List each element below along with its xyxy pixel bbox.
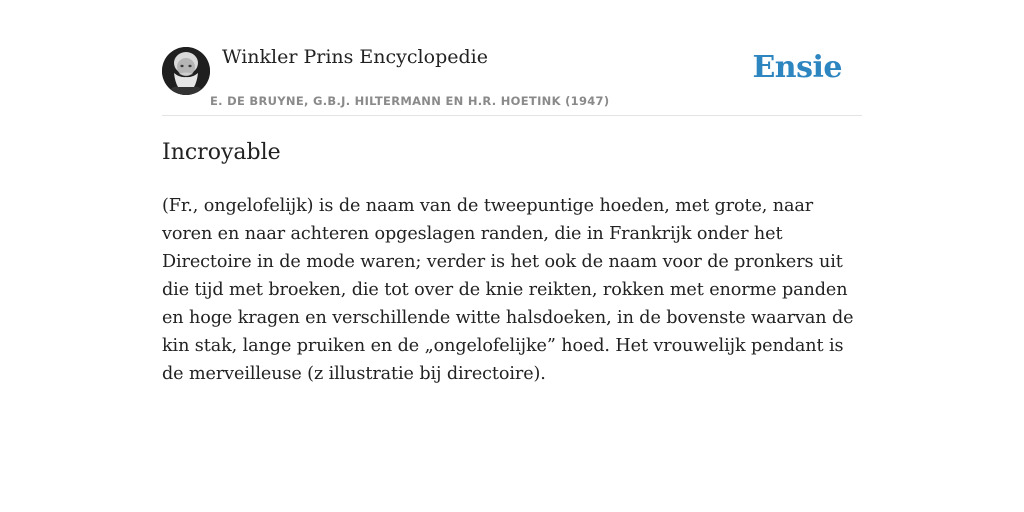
source-authors: E. DE BRUYNE, G.B.J. HILTERMANN EN H.R. HOETINK (1947) <box>210 94 610 108</box>
bearded-man-portrait-icon <box>162 47 210 95</box>
page-container <box>162 0 862 384</box>
source-header <box>162 0 862 116</box>
site-logo[interactable]: Ensie <box>752 50 842 85</box>
entry-title: Incroyable <box>162 140 281 165</box>
source-title[interactable]: Winkler Prins Encyclopedie <box>222 46 488 68</box>
source-avatar[interactable] <box>162 47 210 95</box>
entry-body: (Fr., ongelofelijk) is de naam van de tweepuntige hoeden, met grote, naar voren en naar achteren opgeslagen randen, die in Frankrijk onder het Directoire in de mode waren; verder is het ook de naam voor de pronkers uit die tijd met broeken, die tot over de knie reikten, rokken met enorme panden en hoge kragen en verschillende witte halsdoeken, in de bovenste waarvan de kin stak, lange pruiken en de „ongelofelijke” hoed. Het vrouwelijk pendant is de merveilleuse (z illustratie bij directoire). <box>162 196 854 384</box>
